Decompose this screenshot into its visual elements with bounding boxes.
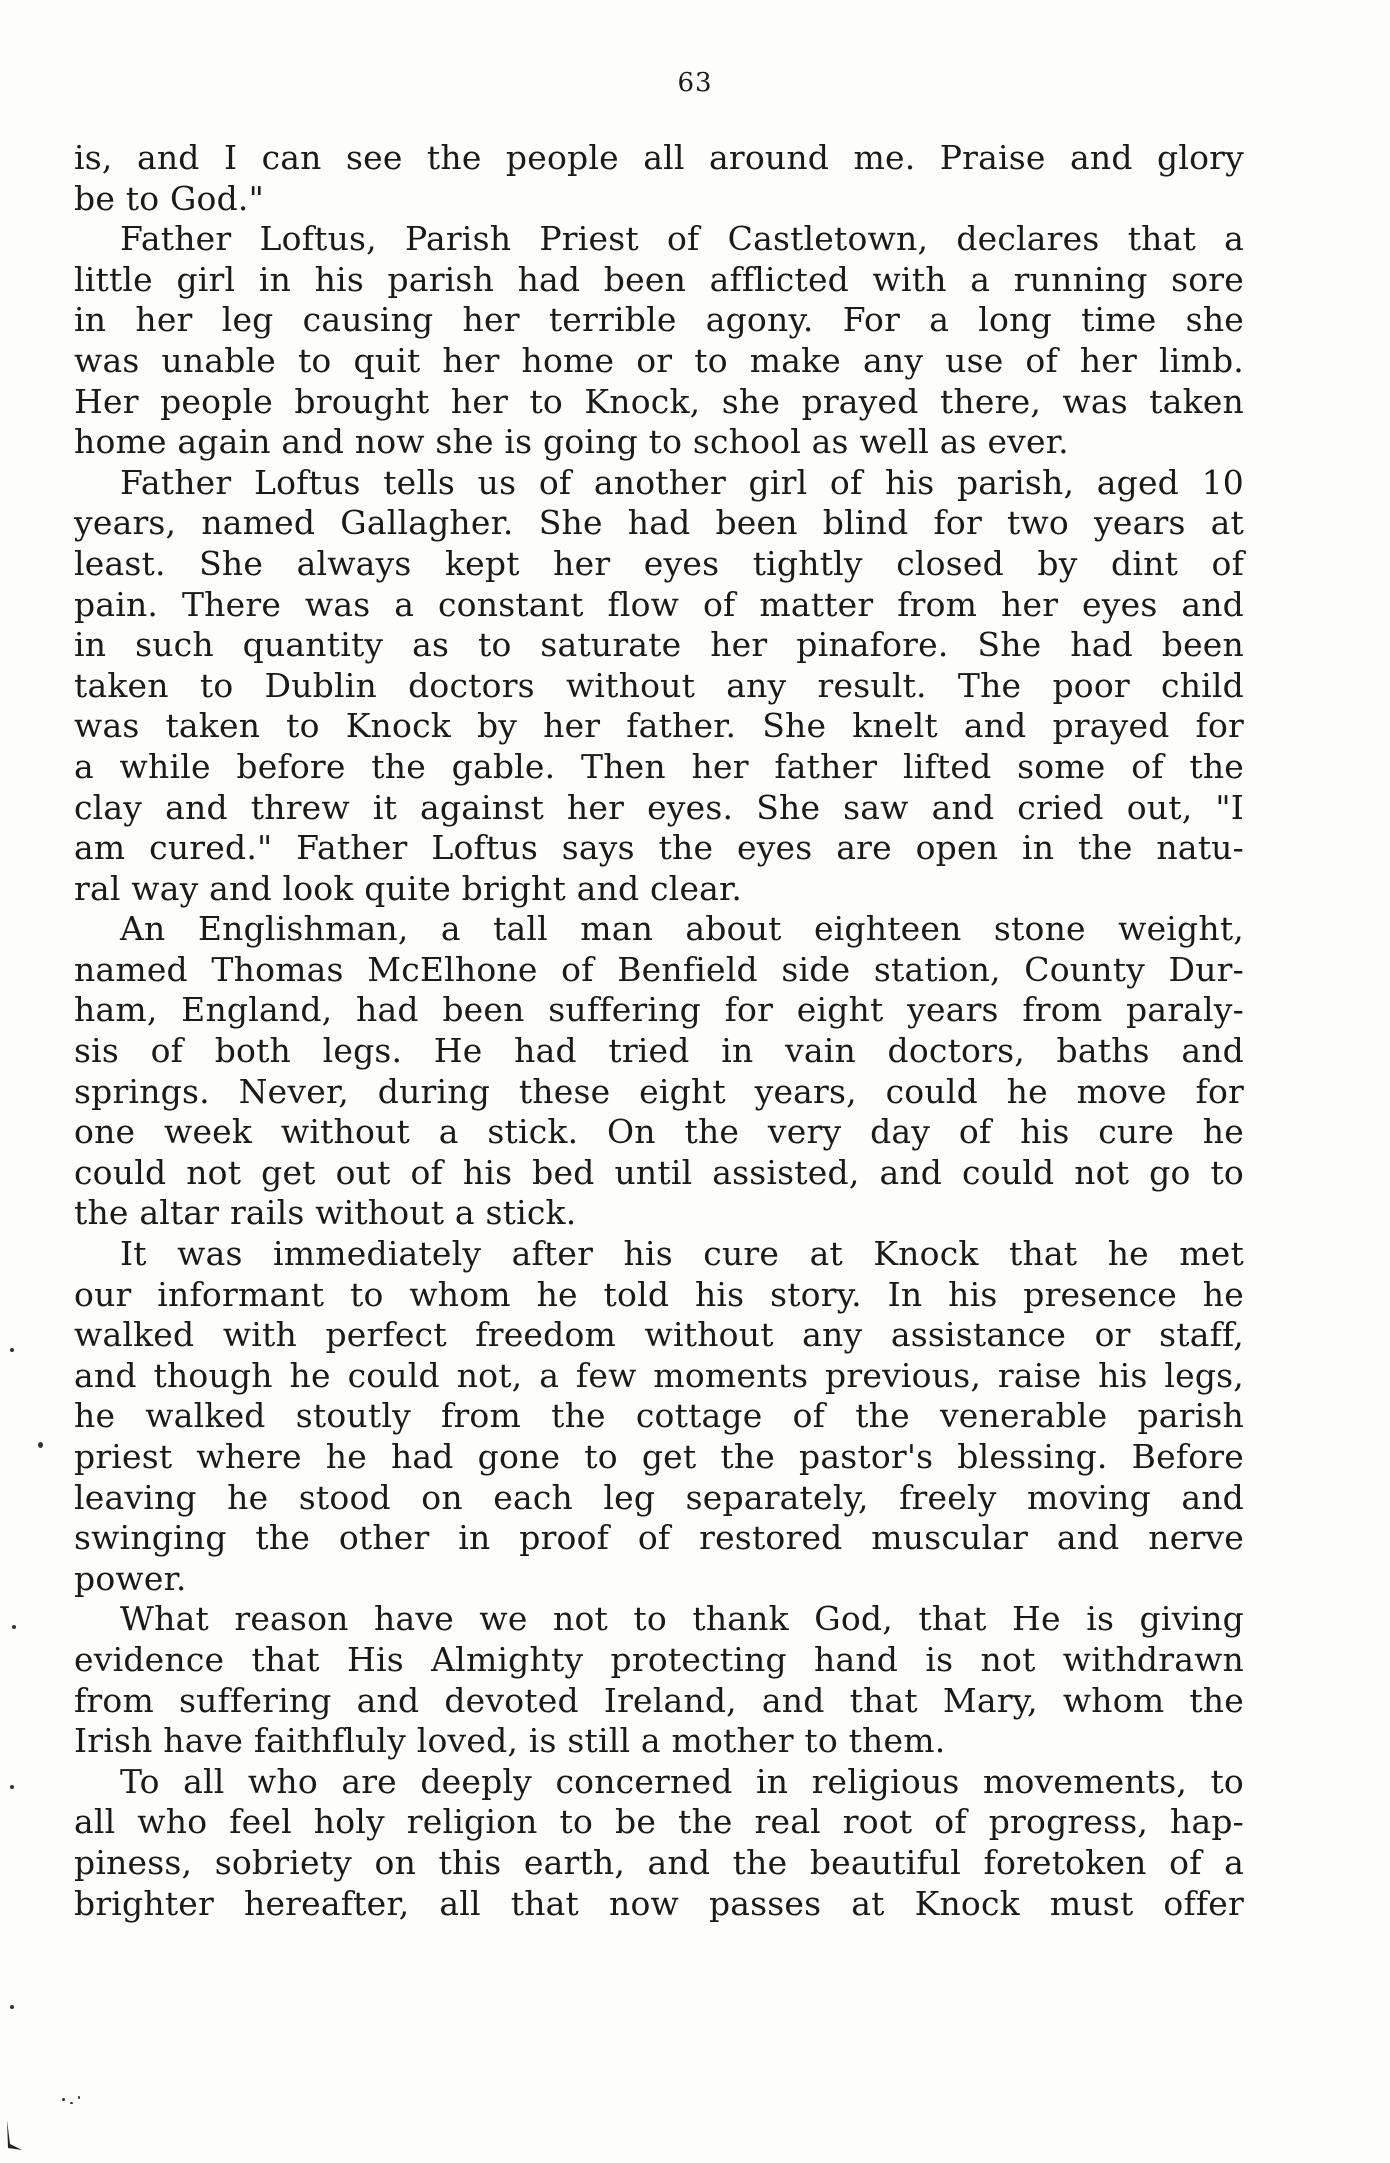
text-line: Her people brought her to Knock, she prayed there, was taken (74, 381, 1244, 421)
paragraph-3 (74, 463, 1244, 910)
text-line: is, and I can see the people all around me. Praise and glory (74, 138, 1244, 177)
text-line: priest where he had gone to get the pastor's blessing. Before (74, 1437, 1244, 1476)
text-line: Father Loftus tells us of another girl of his parish, aged 10 (120, 462, 1244, 502)
text-line: brighter hereafter, all that now passes at Knock must offer (74, 1883, 1244, 1923)
paragraph-4 (74, 909, 1244, 1234)
scan-speck (10, 1348, 14, 1352)
body-text (74, 138, 1244, 1924)
text-line: all who feel holy religion to be the real root of progress, hap- (74, 1802, 1244, 1842)
text-line: least. She always kept her eyes tightly closed by dint of (74, 543, 1244, 583)
scan-speck (10, 2005, 14, 2009)
text-line: the altar rails without a stick. (74, 1193, 577, 1233)
text-line: power. (74, 1558, 187, 1598)
text-line: What reason have we not to thank God, that He is giving (120, 1599, 1244, 1639)
scan-speck (78, 2096, 80, 2099)
text-line: in such quantity as to saturate her pinafore. She had been (74, 625, 1244, 665)
scan-speck (10, 1785, 14, 1789)
scan-speck (12, 1625, 16, 1629)
paragraph-5 (74, 1234, 1244, 1599)
page-number: 63 (677, 68, 713, 98)
text-line: sis of both legs. He had tried in vain doctors, baths and (74, 1031, 1244, 1071)
text-line: springs. Never, during these eight years, could he move for (74, 1071, 1244, 1111)
text-line: be to God." (74, 178, 264, 218)
text-line: one week without a stick. On the very day of his cure he (74, 1112, 1244, 1152)
text-line: named Thomas McElhone of Benfield side station, County Dur- (74, 949, 1244, 989)
text-line: An Englishman, a tall man about eighteen stone weight, (120, 909, 1244, 949)
text-line: years, named Gallagher. She had been blind for two years at (74, 503, 1244, 543)
text-line: in her leg causing her terrible agony. For a long time she (74, 300, 1244, 340)
text-line: evidence that His Almighty protecting hand is not withdrawn (74, 1639, 1244, 1679)
text-line: home again and now she is going to school as well as ever. (74, 422, 1069, 462)
text-line: our informant to whom he told his story. In his presence he (74, 1274, 1244, 1314)
text-line: could not get out of his bed until assisted, and could not go to (74, 1152, 1244, 1192)
text-line: pain. There was a constant flow of matter from her eyes and (74, 584, 1244, 624)
text-line: taken to Dublin doctors without any result. The poor child (74, 665, 1244, 705)
text-line: leaving he stood on each leg separately, freely moving and (74, 1477, 1244, 1517)
text-line: To all who are deeply concerned in religious movements, to (120, 1761, 1244, 1801)
text-line: and though he could not, a few moments previous, raise his legs, (74, 1355, 1244, 1395)
text-line: little girl in his parish had been afflicted with a running sore (74, 259, 1244, 299)
text-line: clay and threw it against her eyes. She saw and cried out, "I (74, 787, 1244, 827)
text-line: Father Loftus, Parish Priest of Castletown, declares that a (120, 219, 1244, 259)
text-line: walked with perfect freedom without any assistance or staff, (74, 1315, 1244, 1355)
text-line: ral way and look quite bright and clear. (74, 868, 743, 908)
text-line: ham, England, had been suffering for eight years from paraly- (74, 990, 1244, 1030)
corner-mark-icon (4, 2118, 26, 2152)
paragraph-2 (74, 219, 1244, 463)
paragraph-7 (74, 1762, 1244, 1924)
text-line: swinging the other in proof of restored muscular and nerve (74, 1518, 1244, 1558)
scan-speck (62, 2098, 65, 2101)
text-line: a while before the gable. Then her father lifted some of the (74, 746, 1244, 786)
text-line: from suffering and devoted Ireland, and that Mary, whom the (74, 1680, 1244, 1720)
paragraph-6 (74, 1599, 1244, 1761)
scan-speck (70, 2102, 73, 2104)
text-line: was unable to quit her home or to make any use of her limb. (74, 340, 1244, 380)
paragraph-1 (74, 138, 1244, 219)
text-line: piness, sobriety on this earth, and the beautiful foretoken of a (74, 1842, 1244, 1882)
scan-speck (38, 1442, 43, 1448)
text-line: It was immediately after his cure at Knock that he met (120, 1234, 1244, 1274)
text-line: was taken to Knock by her father. She knelt and prayed for (74, 706, 1244, 746)
text-line: Irish have faithfluly loved, is still a mother to them. (74, 1721, 946, 1761)
text-line: he walked stoutly from the cottage of the venerable parish (74, 1396, 1244, 1436)
text-line: am cured." Father Loftus says the eyes are open in the natu- (74, 828, 1244, 868)
